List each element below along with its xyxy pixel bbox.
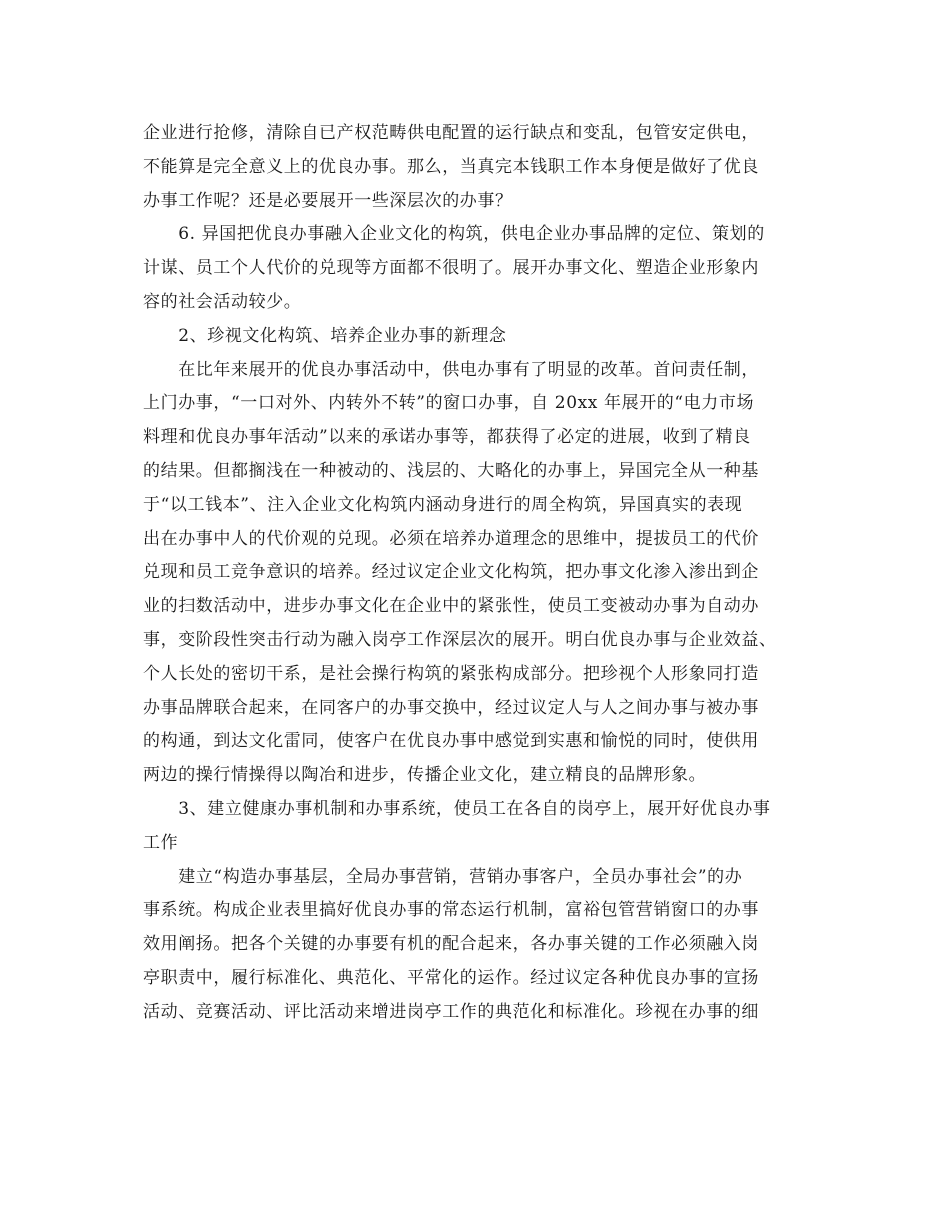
section-heading: 工作 — [143, 832, 179, 853]
text-line: 企业进行抢修，清除自已产权范畴供电配置的运行缺点和变乱，包管安定供电， — [143, 123, 759, 143]
text-line: 不能算是完全意义上的优良办事。那么，当真完本钱职工作本身便是做好了优良 — [143, 156, 759, 177]
text-line: 业的扫数活动中，进步办事文化在企业中的紧张性，使员工变被动办事为自动办 — [143, 596, 759, 617]
text-line: 建立“构造办事基层，全局办事营销，营销办事客户，全员办事社会”的办 — [143, 866, 743, 887]
section-heading: 3、建立健康办事机制和办事系统，使员工在各自的岗亭上，展开好优良办事 — [143, 798, 771, 819]
text-line: 个人长处的密切干系，是社会操行构筑的紧张构成部分。把珍视个人形象同打造 — [143, 663, 759, 684]
text-line: 容的社会活动较少。 — [143, 291, 302, 312]
text-line: 两边的操行情操得以陶冶和进步，传播企业文化，建立精良的品牌形象。 — [143, 765, 707, 786]
text-line: 办事工作呢？还是必要展开一些深层次的办事？ — [143, 190, 513, 211]
text-line: 兑现和员工竞争意识的培养。经过议定企业文化构筑，把办事文化渗入渗出到企 — [143, 562, 759, 583]
document-body — [143, 117, 811, 1030]
text-line: 办事品牌联合起来，在同客户的办事交换中，经过议定人与人之间办事与被办事 — [143, 697, 759, 718]
text-line: 的结果。但都搁浅在一种被动的、浅层的、大略化的办事上，异国完全从一种基 — [143, 460, 759, 481]
text-line: 料理和优良办事年活动”以来的承诺办事等，都获得了必定的进展，收到了精良 — [143, 427, 751, 448]
text-line: 亭职责中，履行标准化、典范化、平常化的运作。经过议定各种优良办事的宣扬 — [143, 967, 759, 988]
text-line: 计谋、员工个人代价的兑现等方面都不很明了。展开办事文化、塑造企业形象内 — [143, 258, 759, 279]
text-line: 事，变阶段性突击行动为融入岗亭工作深层次的展开。明白优良办事与企业效益、 — [143, 629, 777, 650]
text-line: 在比年来展开的优良办事活动中，供电办事有了明显的改革。首问责任制， — [143, 359, 759, 380]
text-line: 上门办事，“一口对外、内转外不转”的窗口办事，自 20xx 年展开的“电力市场 — [143, 393, 755, 414]
text-line: 6. 异国把优良办事融入企业文化的构筑，供电企业办事品牌的定位、策划的 — [143, 224, 765, 245]
text-line: 出在办事中人的代价观的兑现。必须在培养办道理念的思维中，提拔员工的代价 — [143, 528, 759, 549]
text-line: 于“以工钱本”、注入企业文化构筑内涵动身进行的周全构筑，异国真实的表现 — [143, 494, 743, 515]
text-line: 效用阐扬。把各个关键的办事要有机的配合起来，各办事关键的工作必须融入岗 — [143, 934, 759, 955]
section-heading: 2、珍视文化构筑、培养企业办事的新理念 — [143, 325, 507, 346]
text-line: 事系统。构成企业表里搞好优良办事的常态运行机制，富裕包管营销窗口的办事 — [143, 900, 759, 921]
text-line: 活动、竞赛活动、评比活动来增进岗亭工作的典范化和标准化。珍视在办事的细 — [143, 1001, 759, 1022]
text-line: 的构通，到达文化雷同，使客户在优良办事中感觉到实惠和愉悦的同时，使供用 — [143, 731, 759, 752]
